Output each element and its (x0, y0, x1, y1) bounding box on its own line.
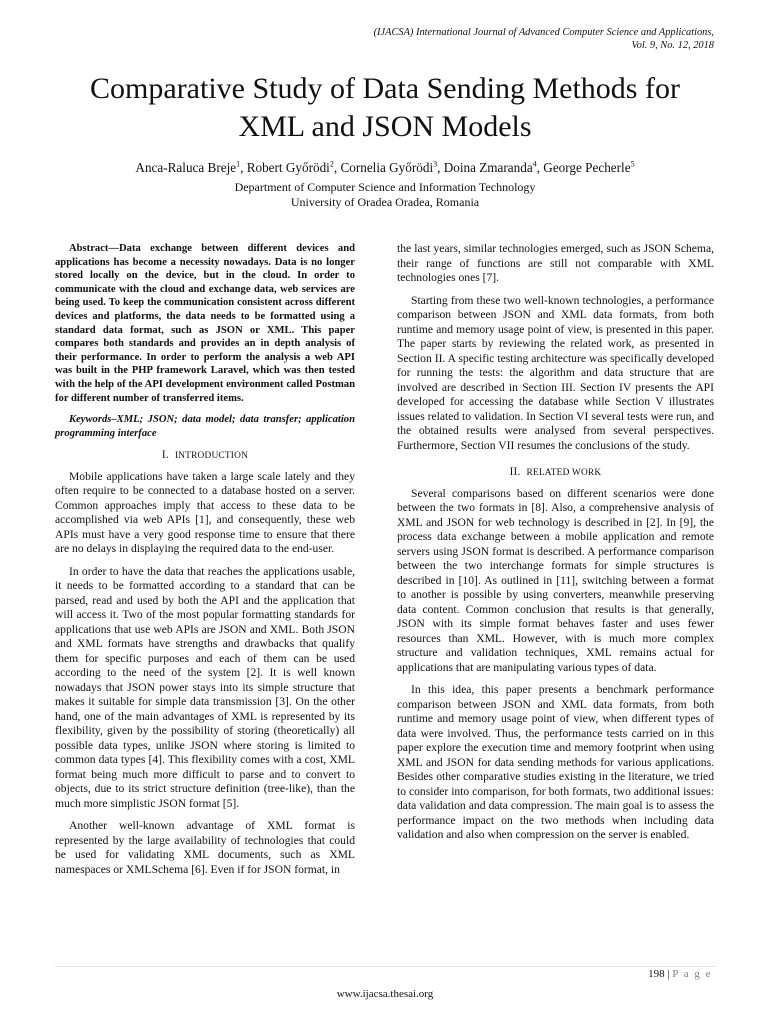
author-5: George Pecherle$^5$ (543, 159, 635, 175)
affiliation-university: University of Oradea Oradea, Romania (290, 195, 480, 209)
section-numeral: I. (161, 449, 169, 462)
paragraph: Starting from these two well-known technologies, a performance comparison between JSON and XML data formats, from both runtime and memory usage point of view, is presented in this paper. The paper starts by reviewing the related work, as presented in Section II. A specific testing architecture was specifically developed for running the tests: the algorithm and data structure that are involved are described in Section III. Section IV presents the API developed for accessing the database while Section V illustrates issues related to validation. In Section VI several tests were run, and the obtained results were analysed from several perspectives. Furthermore, Section VII resumes the conclusions of the study. (397, 293, 714, 452)
paragraph: In order to have the data that reaches the applications usable, it needs to be formatted according to a standard that can be parsed, read and used by both the API and the application that will access it. Two of the most popular formatting standards for applications that use web APIs are JSON and XML. Both JSON and XML formats have strengths and drawbacks that qualify them for specific purposes and each of them can be used according to the need of the system [2]. It is well known nowadays that JSON power stays into its simple structure that makes it suitable for simple data transmission [3]. On the other hand, one of the main advantages of XML is represented by its flexibility, given by the possibility of storing (theoretically) all possible data types, unlike JSON where storing is limited to common data types [4]. This flexibility comes with a cost, XML format being much more difficult to parse and to convert to objects, due to its strict structure definition (tree-like), than the much more simplistic JSON format [5]. (55, 564, 355, 810)
title-line-2: XML and JSON Models (238, 110, 532, 143)
journal-header (194, 26, 714, 52)
section-heading-related-work (397, 465, 714, 481)
author-list (30, 160, 740, 176)
journal-volume: Vol. 9, No. 12, 2018 (631, 40, 714, 51)
keywords: Keywords–XML; JSON; data model; data transfer; application programming interface (55, 414, 355, 439)
section-title: RELATED WORK (526, 468, 602, 478)
journal-name: (IJACSA) International Journal of Advanced Computer Science and Applications, (373, 27, 714, 38)
paragraph: Several comparisons based on different scenarios were done between the two formats in [8]. Also, a comprehensive analysis of XML and JSON for web technology is described in [2]. In [9], the process data exchange between a mobile application and remote servers using JSON format is described. A performance comparison between the two interchange formats for simple structures is described in [10]. As outlined in [11], switching between a format to another is possible by using converters, meanwhile preserving data content. Common conclusion that results is that generally, JSON with its simple format behaves faster and uses fewer resources than XML. However, with is much more complex structure and validation techniques, XML remains actual for applications that are manipulating various types of data. (397, 486, 714, 674)
paragraph: the last years, similar technologies emerged, such as JSON Schema, their range of functions are still not comparable with XML technologies ones [7]. (397, 242, 714, 284)
author-3: Cornelia Győrödi$^3$, (340, 159, 444, 175)
author-4: Doina Zmaranda$^4$, (443, 159, 544, 175)
affiliation-department: Department of Computer Science and Information Technology (234, 180, 536, 194)
affiliation (60, 180, 710, 210)
paragraph: Another well-known advantage of XML format is represented by the large availability of technologies that could be used for validating XML documents, such as XML namespaces or XMLSchema [6]. Even if for JSON format, in (55, 819, 355, 876)
section-title: INTRODUCTION (174, 451, 249, 462)
page-number: 198 | P a g e (648, 968, 712, 980)
footer-divider (55, 966, 715, 967)
paper-title (40, 70, 730, 146)
paragraph: In this idea, this paper presents a benchmark performance comparison between JSON and XML data formats, from both runtime and memory usage point of view, when different types of data were involved. Thus, the performance tests carried on in this paper explore the execution time and memory footprint when using XML and JSON for data sending methods for various applications. Besides other comparative studies existing in the literature, we tried to consider into comparison, for both formats, two additional issues: data validation and data compression. The main goal is to assess the performance impact on the two methods when including data validation and also when compression on the server is enabled. (397, 683, 714, 841)
section-numeral: II. (509, 466, 521, 478)
journal-url: www.ijacsa.thesai.org (336, 988, 434, 1000)
author-1: Anca-Raluca Breje$^1$, (135, 159, 247, 175)
abstract: Abstract—Data exchange between different devices and applications has become a necessity nowadays. Data is no longer stored locally on the device, but in the cloud. In order to communicate with the cloud and exchange data, web services are being used. To keep the communication consistent across different devices and platforms, the data needs to be formatted using a standard data format, such as JSON or XML. This paper compares both standards and provides an in depth analysis of their performance. In order to perform the analysis a web API was built in the PHP framework Laravel, which was then tested with the help of the API development environment called Postman for different number of transferred items. (55, 243, 355, 404)
section-heading-introduction (55, 448, 355, 464)
author-2: Robert Győrödi$^2$, (246, 159, 341, 175)
left-column (55, 242, 355, 885)
right-column (397, 242, 714, 851)
title-line-1: Comparative Study of Data Sending Methods for (90, 72, 680, 105)
paragraph: Mobile applications have taken a large scale lately and they often require to be connected to a database hosted on a server. Common approaches imply that access to these data to be accomplished via web APIs [1], and consequently, these web APIs must have a very good response time to ensure that there are no delays in displaying the required data to the end-user. (55, 469, 355, 556)
